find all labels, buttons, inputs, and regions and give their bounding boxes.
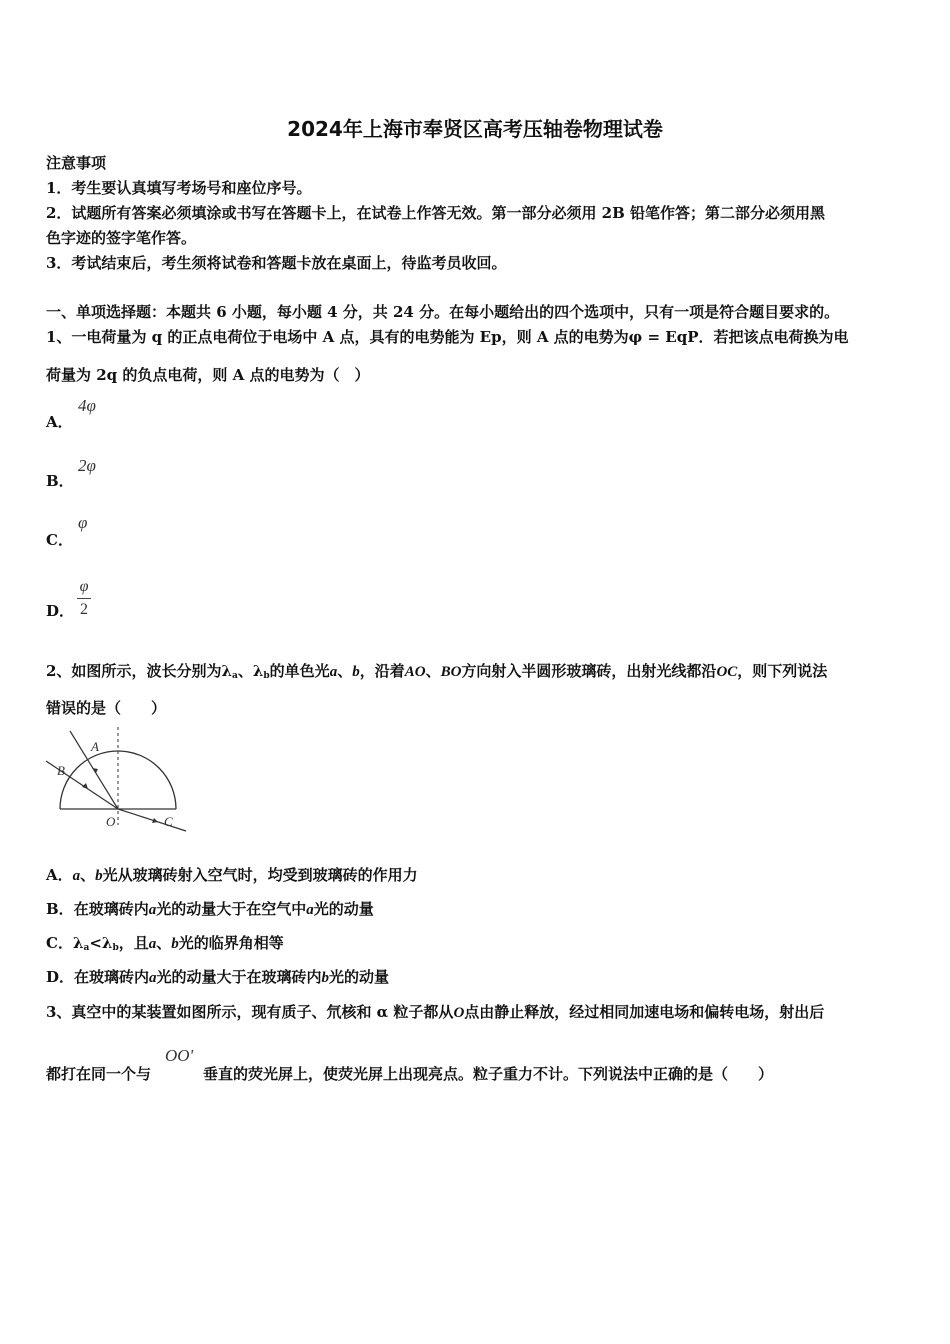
notice-item: 3．考试结束后，考生须将试卷和答题卡放在桌面上，待监考员收回。 <box>46 254 507 272</box>
q1-stem-line1: 1、一电荷量为 q 的正点电荷位于电场中 A 点，具有的电势能为 Ep，则 A 点的电势为φ = EqP．若把该点电荷换为电 <box>46 328 849 346</box>
q2-stem-line1: 2、如图所示，波长分别为$\lambda_a$、$\lambda_b$的单色光a、b，沿着AO、BO方向射入半圆形玻璃砖，出射光线都沿OC，则下列说法 <box>46 662 828 681</box>
q3-math-oo-prime: OO' <box>165 1046 194 1065</box>
q2-option-b: B．在玻璃砖内a光的动量大于在空气中a光的动量 <box>46 900 374 918</box>
notice-item: 1．考生要认真填写考场号和座位序号。 <box>46 179 312 197</box>
page-title: 2024年上海市奉贤区高考压轴卷物理试卷 <box>287 117 663 141</box>
q2-option-d: D．在玻璃砖内a光的动量大于在玻璃砖内b光的动量 <box>46 968 390 986</box>
fraction-denominator: 2 <box>80 601 88 618</box>
q2-option-c: C．$\lambda_a<\lambda_b$，且a、b光的临界角相等 <box>46 934 284 953</box>
q1-option-c-value: φ <box>78 513 88 532</box>
notice-item: 2．试题所有答案必须填涂或书写在答题卡上，在试卷上作答无效。第一部分必须用 2B 铅笔作答；第二部分必须用黑 <box>46 204 826 222</box>
section-heading: 一、单项选择题：本题共 6 小题，每小题 4 分，共 24 分。在每小题给出的四个选项中，只有一项是符合题目要求的。 <box>46 303 840 321</box>
q1-option-c-label: C． <box>46 531 73 549</box>
label-c: C <box>164 814 173 829</box>
notice-heading: 注意事项 <box>46 154 107 172</box>
q1-stem-line2: 荷量为 2q 的负点电荷，则 A 点的电势为（ ） <box>46 366 370 384</box>
notice-item: 色字迹的签字笔作答。 <box>46 229 197 247</box>
q3-stem-line2-part1: 都打在同一个与 <box>46 1065 152 1083</box>
q3-stem-line1: 3、真空中的某装置如图所示，现有质子、氘核和 α 粒子都从O点由静止释放，经过相同加速电场和偏转电场，射出后 <box>46 1003 825 1021</box>
label-o: O <box>106 814 116 829</box>
label-b: B <box>57 763 65 778</box>
q2-stem-line2: 错误的是（ ） <box>46 699 167 717</box>
label-a: A <box>91 739 99 754</box>
q1-option-d-fraction <box>77 578 91 619</box>
fraction-numerator: φ <box>79 578 89 595</box>
q3-stem-line2-part2: 垂直的荧光屏上，使荧光屏上出现亮点。粒子重力不计。下列说法中正确的是（ ） <box>203 1065 774 1083</box>
q1-option-b-label: B． <box>46 472 74 490</box>
ray-oc <box>118 809 186 831</box>
fraction-bar <box>77 598 91 599</box>
semicircle-glass-diagram <box>40 725 200 837</box>
q2-option-a: A．a、b光从玻璃砖射入空气时，均受到玻璃砖的作用力 <box>46 866 418 884</box>
q1-option-d-label: D． <box>46 602 75 620</box>
q1-option-a-label: A． <box>46 413 73 431</box>
q1-option-a-value: 4φ <box>78 396 96 415</box>
q1-option-b-value: 2φ <box>78 456 96 475</box>
